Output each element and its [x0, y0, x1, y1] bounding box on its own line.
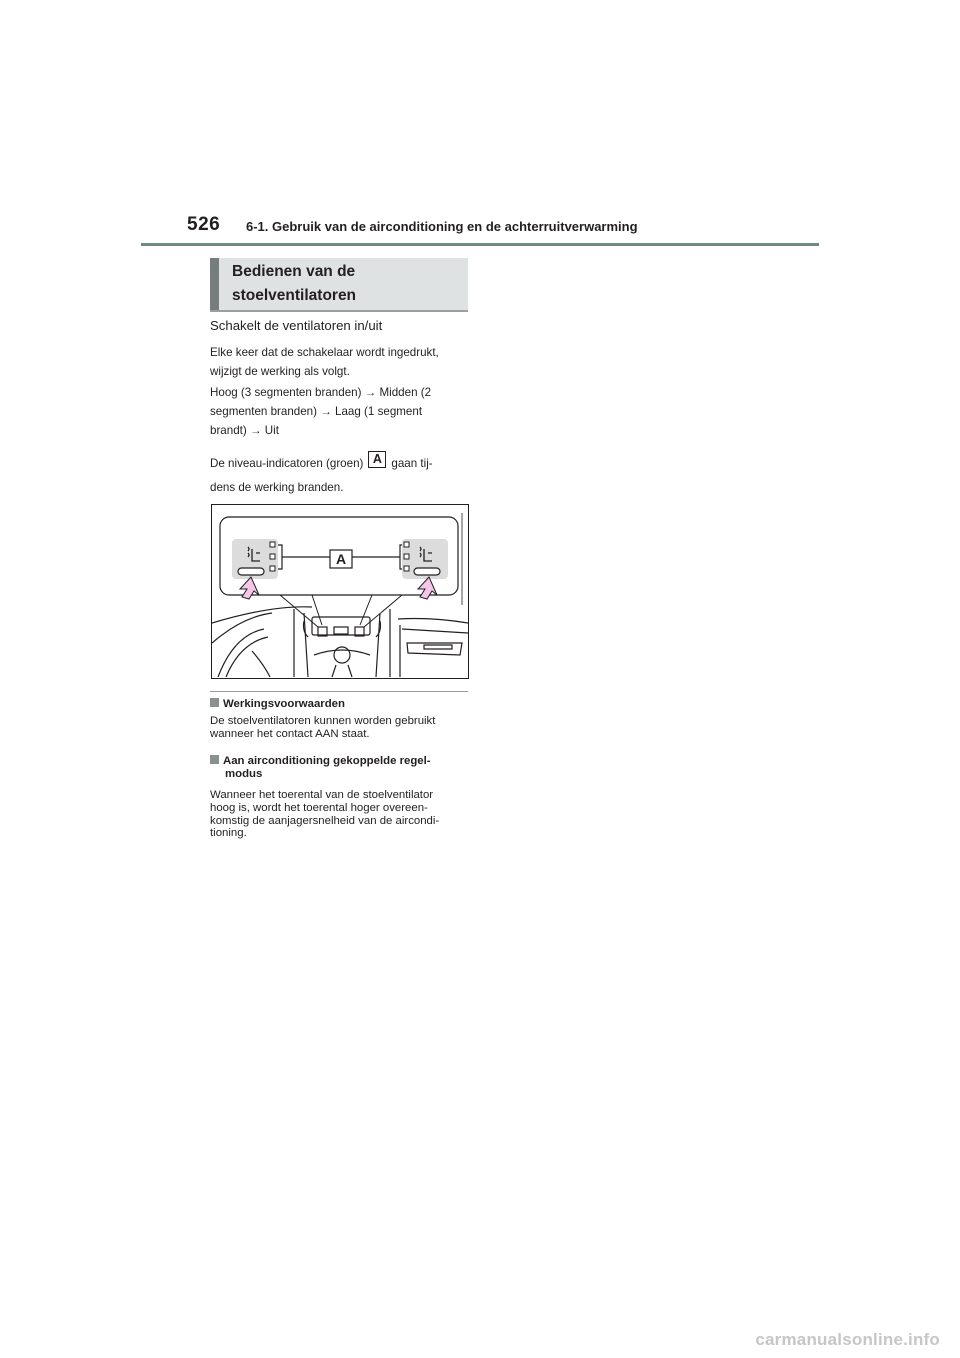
- bullet-square-icon: [210, 698, 219, 707]
- p2-line1: Hoog (3 segmenten branden) → Midden (2: [210, 386, 432, 399]
- p1-line1: Elke keer dat de schakelaar wordt ingedrukt,: [210, 346, 439, 359]
- figure-callout-a: A: [335, 551, 347, 567]
- callout-label-a: A: [368, 451, 386, 468]
- paragraph-operation: [210, 343, 472, 381]
- p2-line3: brandt) → Uit: [210, 424, 279, 437]
- note-text-conditions: [210, 715, 472, 741]
- section-heading-box: [210, 258, 468, 312]
- note2-line1: Wanneer het toerental van de stoelventilator: [210, 789, 434, 801]
- p1-line2: wijzigt de werking als volgt.: [210, 365, 350, 378]
- page-number: 526: [187, 214, 221, 235]
- notes-divider: [210, 691, 468, 692]
- pointer-arrow-icon: [240, 577, 437, 599]
- note2-title-line1: Aan airconditioning gekoppelde regel-: [223, 755, 431, 767]
- step-title: Schakelt de ventilatoren in/uit: [210, 318, 383, 333]
- p3-before: De niveau-indicatoren (groen): [210, 457, 364, 470]
- left-switch-button: [238, 568, 264, 575]
- section-title-line2: stoelventilatoren: [232, 287, 357, 304]
- section-title: [232, 260, 462, 308]
- figure-drawing: [212, 505, 468, 678]
- seat-ventilator-figure: [211, 504, 469, 679]
- chapter-title: 6-1. Gebruik van de airconditioning en de achterruitverwarming: [246, 219, 638, 234]
- p3-after: gaan tij-: [391, 457, 433, 470]
- note1-title: Werkingsvoorwaarden: [223, 698, 345, 710]
- section-title-line1: Bedienen van de: [232, 263, 356, 280]
- paragraph-sequence: [210, 383, 472, 440]
- note-heading-linked-mode: [210, 755, 472, 781]
- note2-line4: tioning.: [210, 827, 247, 840]
- header-rule: [141, 243, 819, 246]
- note-text-linked-mode: [210, 789, 472, 840]
- note-heading-conditions: [210, 698, 472, 711]
- section-heading-bar: [210, 258, 219, 310]
- note1-line1: De stoelventilatoren kunnen worden gebruikt: [210, 715, 436, 727]
- note2-line3: komstig de aanjagersnelheid van de aircondi-: [210, 814, 440, 827]
- footer-watermark[interactable]: carmanualsonline.info: [755, 1330, 940, 1349]
- p3-line2: dens de werking branden.: [210, 481, 344, 494]
- right-switch-button: [414, 568, 440, 575]
- note2-line2: hoog is, wordt het toerental hoger overeen-: [210, 801, 428, 814]
- note2-title-line2: modus: [225, 768, 263, 780]
- note1-line2: wanneer het contact AAN staat.: [210, 727, 370, 740]
- p2-line2: segmenten branden) → Laag (1 segment: [210, 405, 423, 418]
- bullet-square-icon: [210, 755, 219, 764]
- paragraph-indicators: [210, 452, 472, 500]
